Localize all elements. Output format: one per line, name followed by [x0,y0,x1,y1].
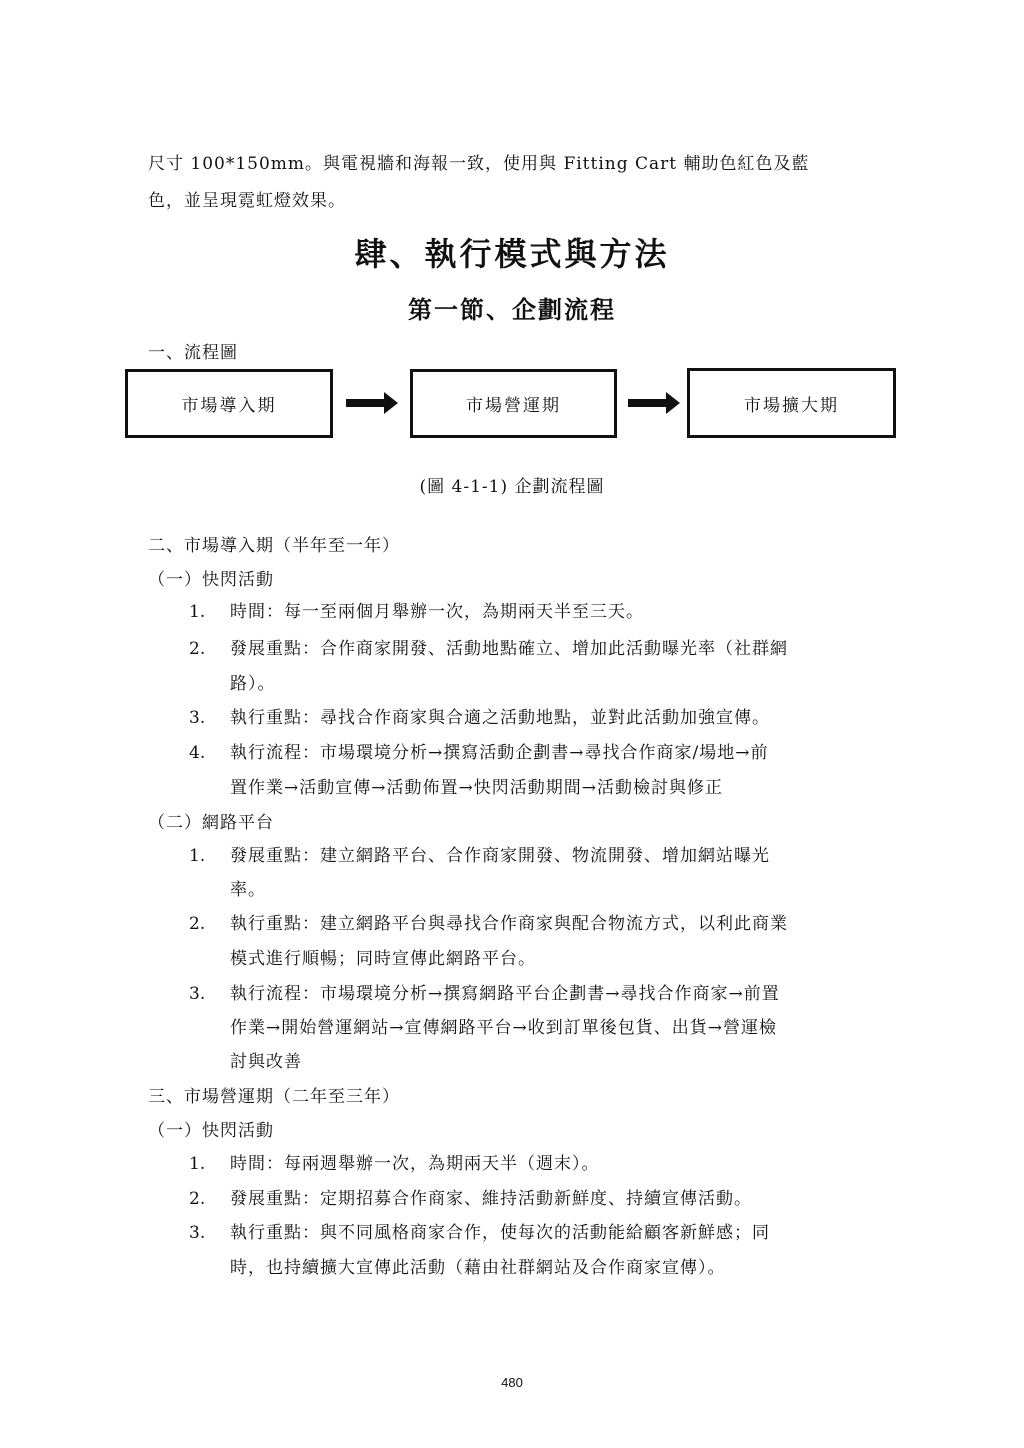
flow-box-1 [125,369,333,438]
list-item-text-cont: 時，也持續擴大宣傳此活動（藉由社群網站及合作商家宣傳）。 [230,1258,726,1278]
list-item-text: 執行重點：尋找合作商家與合適之活動地點，並對此活動加強宣傳。 [230,708,770,728]
list-item-number: 1. [189,1154,206,1174]
flow-box-2-label: 市場營運期 [466,396,561,416]
list-item-text: 執行重點：建立網路平台與尋找合作商家與配合物流方式，以利此商業 [230,914,788,934]
part2-sub2-heading: （二）網路平台 [148,813,274,833]
list-item-number: 1. [189,602,206,622]
flowchart-heading: 一、流程圖 [148,343,238,363]
list-item-text: 執行流程：市場環境分析→撰寫活動企劃書→尋找合作商家/場地→前 [230,743,769,763]
flow-box-1-label: 市場導入期 [181,396,277,416]
flow-box-3 [687,368,896,438]
part2-sub1-heading: （一）快閃活動 [148,570,274,590]
part3-sub1-heading: （一）快閃活動 [148,1121,274,1141]
list-item-number: 2. [189,914,206,934]
list-item-text-cont: 路）。 [230,674,276,694]
page-number: 480 [501,1375,523,1390]
list-item-text-cont: 作業→開始營運網站→宣傳網路平台→收到訂單後包貨、出貨→營運檢 [230,1018,777,1038]
figure-caption: (圖 4-1-1) 企劃流程圖 [419,477,605,497]
flow-arrow-1-icon [346,392,398,414]
section-title: 第一節、企劃流程 [408,295,616,324]
list-item-number: 3. [189,984,206,1004]
list-item-text: 發展重點：建立網路平台、合作商家開發、物流開發、增加網站曝光 [230,846,770,866]
intro-line-2: 色，並呈現霓虹燈效果。 [148,191,346,211]
list-item-text: 執行流程：市場環境分析→撰寫網路平台企劃書→尋找合作商家→前置 [230,984,780,1004]
list-item-text-cont: 模式進行順暢；同時宣傳此網路平台。 [230,949,536,969]
flow-arrow-2-icon [628,392,680,414]
part3-heading: 三、市場營運期（二年至三年） [148,1087,400,1107]
list-item-number: 3. [189,1223,206,1243]
list-item-number: 1. [189,846,206,866]
list-item-number: 2. [189,639,206,659]
list-item-text: 時間：每兩週舉辦一次，為期兩天半（週末）。 [230,1154,600,1174]
list-item-text: 時間：每一至兩個月舉辦一次，為期兩天半至三天。 [230,602,644,622]
list-item-number: 2. [189,1189,206,1209]
part2-heading: 二、市場導入期（半年至一年） [148,536,400,556]
list-item-number: 4. [189,743,206,763]
chapter-title: 肆、執行模式與方法 [354,235,670,273]
intro-line-1: 尺寸 100*150mm。與電視牆和海報一致，使用與 Fitting Cart 輔助色紅色及藍 [148,154,810,174]
list-item-text: 發展重點：定期招募合作商家、維持活動新鮮度、持續宣傳活動。 [230,1189,752,1209]
list-item-text-cont: 率。 [230,880,266,900]
list-item-text-cont: 討與改善 [230,1052,302,1072]
list-item-text: 發展重點：合作商家開發、活動地點確立、增加此活動曝光率（社群網 [230,639,788,659]
list-item-text: 執行重點：與不同風格商家合作，使每次的活動能給顧客新鮮感；同 [230,1223,770,1243]
flow-box-3-label: 市場擴大期 [744,395,839,416]
list-item-number: 3. [189,708,206,728]
list-item-text-cont: 置作業→活動宣傳→活動佈置→快閃活動期間→活動檢討與修正 [230,778,723,798]
flow-box-2 [410,369,617,438]
